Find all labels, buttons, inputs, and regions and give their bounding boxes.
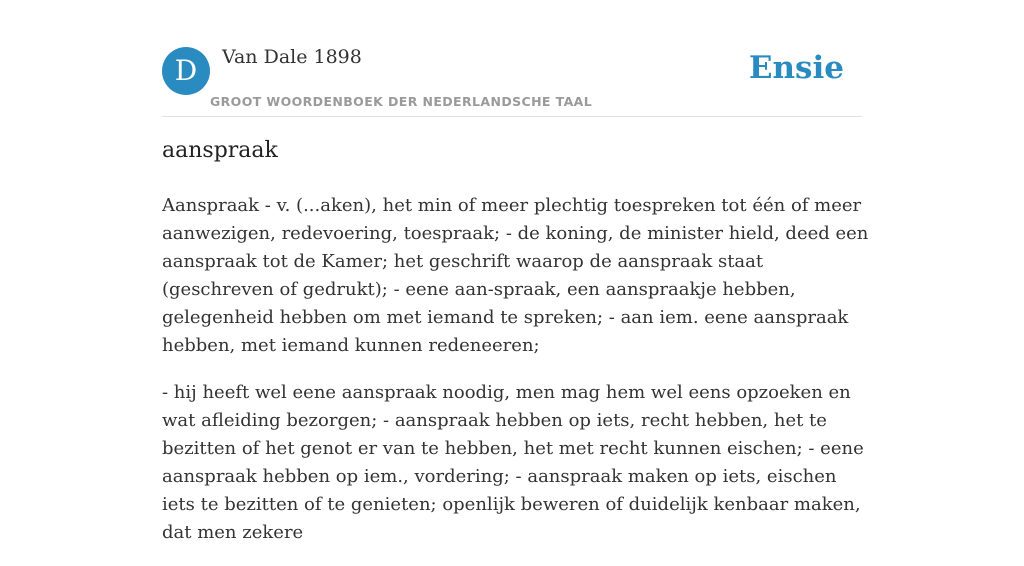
dictionary-subtitle: GROOT WOORDENBOEK DER NEDERLANDSCHE TAAL [210, 94, 593, 109]
definition-paragraph: - hij heeft wel eene aanspraak noodig, men mag hem wel eens opzoeken en wat afleiding bezorgen; - aanspraak hebben op iets, recht hebben, het te bezitten of het genot er van te hebben, het met recht kunnen eischen; - eene aanspraak hebben op iem., vordering; - aanspraak maken op iets, eischen iets te bezitten of te genieten; openlijk beweren of duidelijk kenbaar maken, dat men zekere [162, 382, 864, 543]
definition-paragraph: Aanspraak - v. (...aken), het min of meer plechtig toespreken tot één of meer aanwezigen, redevoering, toespraak; - de koning, de minister hield, deed een aanspraak tot de Kamer; het geschrift waarop de aanspraak staat (geschreven of gedrukt); - eene aan-spraak, een aanspraakje hebben, gelegenheid hebben om met iemand te spreken; - aan iem. eene aanspraak hebben, met iemand kunnen redeneeren; [162, 195, 869, 356]
dictionary-name[interactable]: Van Dale 1898 [222, 46, 362, 68]
entry-definition [162, 192, 872, 566]
dictionary-header [162, 44, 862, 117]
dictionary-logo[interactable]: D [162, 47, 210, 95]
entry-headword: aanspraak [162, 138, 278, 163]
ensie-logo[interactable]: Ensie [748, 50, 844, 86]
